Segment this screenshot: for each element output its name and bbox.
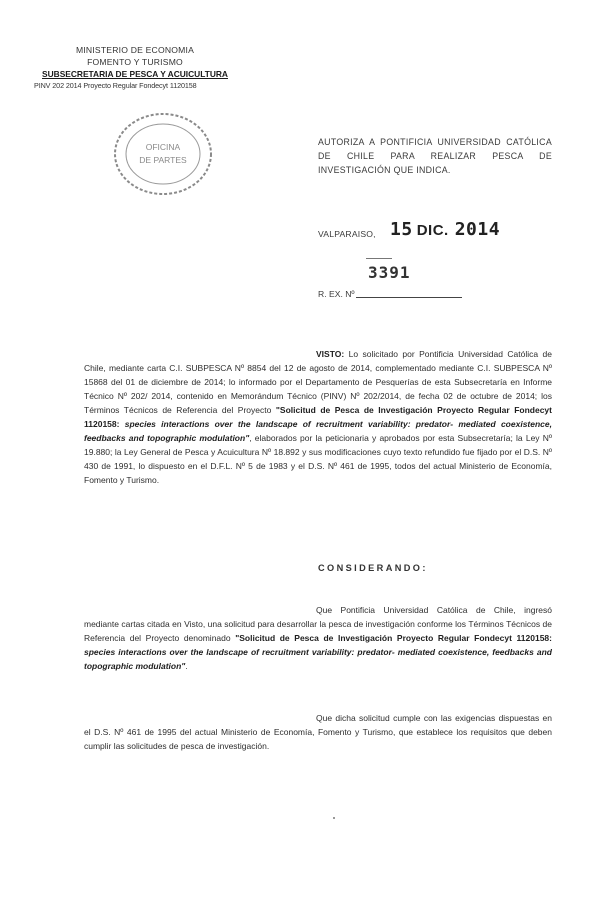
letterhead <box>30 44 240 92</box>
resolution-title: AUTORIZA A PONTIFICIA UNIVERSIDAD CATÓLICA DE CHILE PARA REALIZAR PESCA DE INVESTIGACIÓN QUE INDICA. <box>318 137 552 175</box>
date-month: DIC. <box>416 222 449 239</box>
page-mark <box>333 817 335 819</box>
resolution-number-line <box>356 297 462 298</box>
stamp-text-1: OFICINA <box>145 142 181 152</box>
place-label: VALPARAISO, <box>318 229 376 239</box>
visto-text-1: Lo solicitado por Pontificia Universidad Católica de Chile, mediante carta C.I. SUBPESCA Nº 8854 del 12 de agosto de 2014, complementado mediante C.I. SUBPESCA Nº 15868 del 01 de diciembre de 2014; lo informado por el Departamento de Pesquerías de esta Subsecretaría en Informe Técnico Nº 202/ 2014, contenido en Memorándum Técnico (PINV) Nº 202/2014, de fecha 02 de octubre de 2014; los Términos Técnicos de Referencia del Proyecto <box>84 349 552 415</box>
visto-project-title: "Solicitud de Pesca de Investigación Proyecto Regular Fondecyt 1120158: <box>84 405 552 429</box>
subsecretaria-name: SUBSECRETARIA DE PESCA Y ACUICULTURA <box>42 69 228 79</box>
resolution-number-label: R. EX. Nº <box>318 289 355 299</box>
cons1-end: . <box>185 661 188 671</box>
considerando-heading: CONSIDERANDO: <box>318 563 428 573</box>
date-year: 2014 <box>454 219 501 240</box>
cons1-project-subtitle: species interactions over the landscape of recruitment variability: predator- mediated coexistence, feedbacks and topographic modulation" <box>84 647 552 671</box>
pinv-reference: PINV 202 2014 Proyecto Regular Fondecyt 1120158 <box>34 81 197 90</box>
visto-paragraph <box>84 347 552 487</box>
ministry-subtitle: FOMENTO Y TURISMO <box>87 57 183 67</box>
date-day: 15 <box>390 219 413 240</box>
visto-label: VISTO: <box>316 349 345 359</box>
considerando-paragraph-1 <box>84 603 552 673</box>
resolution-date <box>390 219 500 240</box>
considerando-paragraph-2: Que dicha solicitud cumple con las exigencias dispuestas en el D.S. Nº 461 de 1995 del actual Ministerio de Economía, Fomento y Turismo, que establece los requisitos que deben cumplir las solicitudes de pesca de investigación. <box>84 713 552 751</box>
stamp-text-2: DE PARTES <box>139 155 187 165</box>
cons1-project-title: "Solicitud de Pesca de Investigación Proyecto Regular Fondecyt 1120158: <box>235 633 552 643</box>
ministry-name: MINISTERIO DE ECONOMIA <box>75 45 195 55</box>
visto-text-2: , elaborados por la peticionaria y aprobados por esta Subsecretaría; la Ley Nº 19.880; la Ley General de Pesca y Acuicultura Nº 18.892 y sus modificaciones cuyo texto refundido fue fijado por el D.S. Nº 430 de 1991, lo dispuesto en el D.F.L. Nº 5 de 1983 y el D.S. Nº 461 de 1995, todos del actual Ministerio de Economía, Fomento y Turismo. <box>84 433 552 485</box>
resolution-number: 3391 <box>368 263 411 282</box>
cons1-text: Que Pontificia Universidad Católica de Chile, ingresó mediante cartas citada en Visto, una solicitud para desarrollar la pesca de investigación conforme los Términos Técnicos de Referencia del Proyecto denominado <box>84 605 552 643</box>
office-stamp-icon <box>110 108 216 200</box>
visto-project-subtitle: species interactions over the landscape of recruitment variability: predator- mediated coexistence, feedbacks and topographic modulation" <box>84 419 552 443</box>
